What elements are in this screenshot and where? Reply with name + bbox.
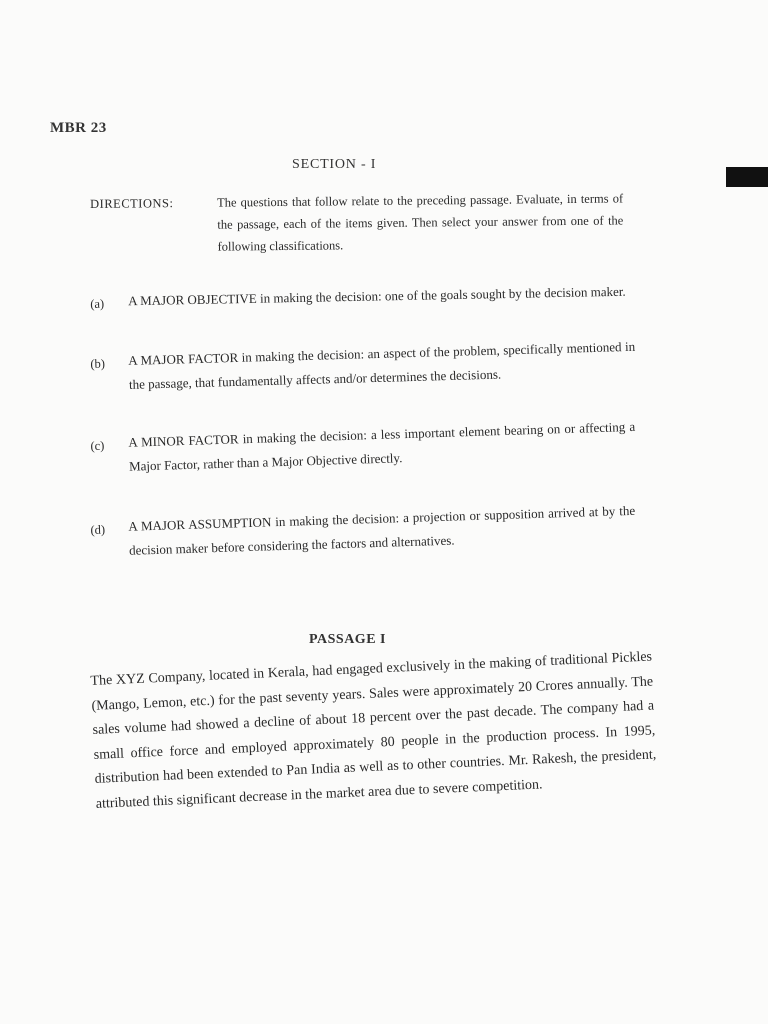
section-title: SECTION - I bbox=[292, 157, 377, 172]
option-d bbox=[90, 499, 636, 564]
option-lead: A MAJOR ASSUMPTION bbox=[128, 514, 272, 534]
option-description: in making the decision: a projection or supposition arrived at by the decision maker before considering the factors and alternatives. bbox=[128, 502, 636, 558]
document-code: MBR 23 bbox=[50, 120, 107, 136]
option-c bbox=[90, 415, 636, 480]
directions-label: DIRECTIONS: bbox=[90, 196, 174, 211]
option-lead: A MAJOR FACTOR bbox=[128, 349, 239, 368]
directions-text: The questions that follow relate to the preceding passage. Evaluate, in terms of the passage, each of the items given. Then select your answer from one of the following classifications. bbox=[217, 191, 624, 254]
option-description: in making the decision: one of the goals sought by the decision maker. bbox=[256, 283, 626, 306]
option-text bbox=[128, 415, 636, 479]
option-text bbox=[128, 335, 636, 397]
option-lead: A MAJOR OBJECTIVE bbox=[128, 290, 257, 309]
scan-edge-mark bbox=[726, 167, 768, 187]
passage-title: PASSAGE I bbox=[309, 632, 386, 647]
passage-body: The XYZ Company, located in Kerala, had engaged exclusively in the making of traditional Pickles (Mango, Lemon, etc.) for the past seventy years. Sales were approximately 20 Crores annually. The sales volume had showed a decline of about 18 percent over the past decade. The company had a small office force and employed approximately 80 people in the production process. In 1995, distribution had been extended to Pan India as well as to other countries. Mr. Rakesh, the president, attributed this significant decrease in the market area due to severe competition. bbox=[90, 649, 657, 812]
directions-block bbox=[90, 187, 631, 259]
option-description: in making the decision: an aspect of the problem, specifically mentioned in the passage, that fundamentally affects and/or determines the decisions. bbox=[128, 338, 636, 392]
option-description: in making the decision: a less important element bearing on or affecting a Major Factor, rather than a Major Objective directly. bbox=[128, 418, 636, 474]
option-a bbox=[90, 280, 635, 314]
option-text bbox=[128, 280, 635, 314]
option-letter: (a) bbox=[90, 296, 105, 311]
option-letter: (b) bbox=[90, 356, 106, 371]
option-lead: A MINOR FACTOR bbox=[128, 431, 239, 450]
option-letter: (d) bbox=[90, 522, 106, 537]
option-text bbox=[128, 499, 636, 563]
option-b bbox=[90, 335, 636, 398]
option-letter: (c) bbox=[90, 438, 105, 453]
